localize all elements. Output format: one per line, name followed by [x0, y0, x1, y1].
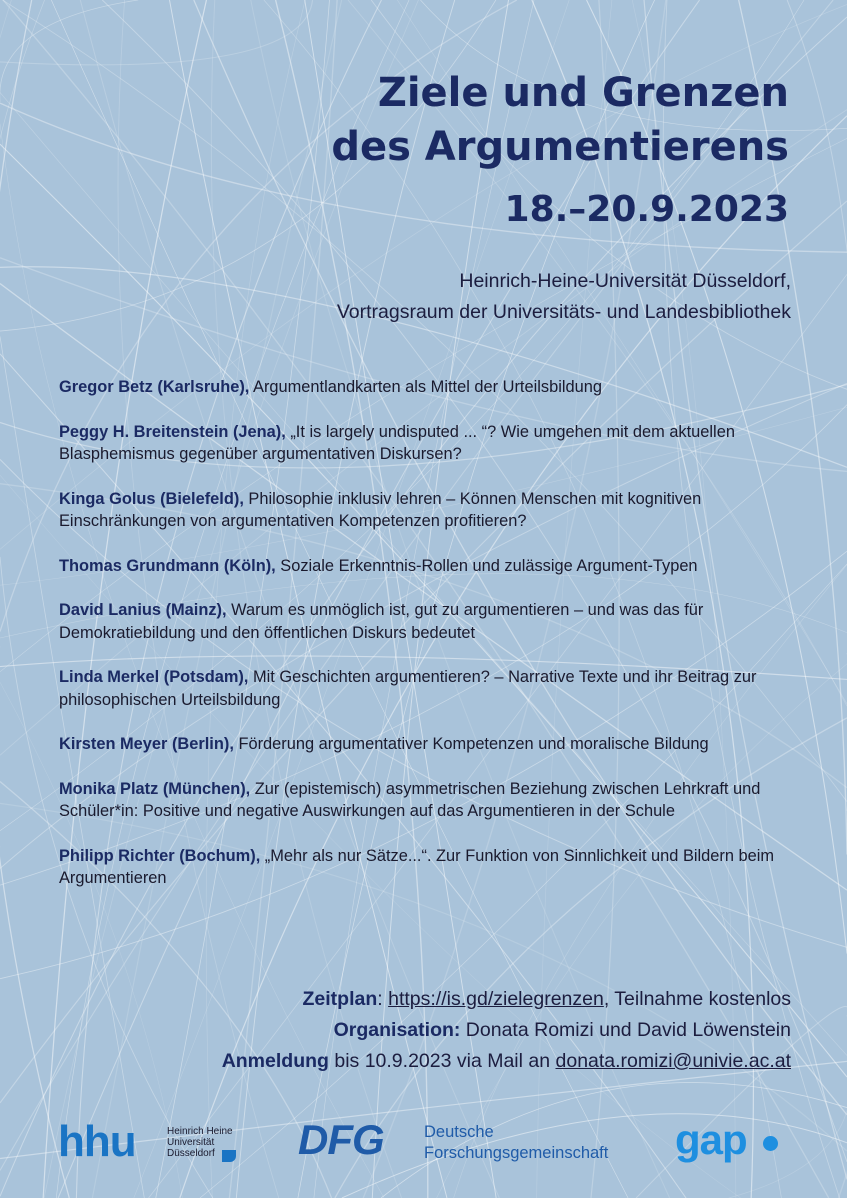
anmeldung-row: [222, 1046, 791, 1077]
talk-title: Soziale Erkenntnis-Rollen und zulässige Argument-Typen: [275, 556, 698, 575]
dfg-logo-subtitle: [424, 1122, 608, 1164]
hhu-sub-line: Düsseldorf: [167, 1148, 215, 1159]
zeitplan-separator: :: [377, 988, 389, 1010]
venue-line-2: Vortragsraum der Universitäts- und Landesbibliothek: [336, 301, 791, 323]
speaker-name: Kirsten Meyer (Berlin),: [59, 735, 234, 753]
organisation-row: [222, 1015, 791, 1046]
anmeldung-text: bis 10.9.2023 via Mail an: [328, 1050, 556, 1072]
footer-info: [222, 984, 791, 1077]
talk-item: [59, 845, 799, 890]
speaker-name: Kinga Golus (Bielefeld),: [59, 489, 244, 508]
title-line-1: Ziele und Grenzen: [377, 70, 789, 116]
zeitplan-row: [222, 984, 791, 1015]
venue-line-1: Heinrich-Heine-Universität Düsseldorf,: [459, 270, 791, 292]
sponsor-logos: [0, 1110, 847, 1180]
talk-item: [59, 599, 799, 644]
organisation-label: Organisation:: [333, 1019, 461, 1041]
talk-title: Warum es unmöglich ist, gut zu argumentieren – und was das für Demokratiebildung und den öffentlichen Diskurs bedeutet: [59, 601, 704, 642]
hhu-logo-mark-icon: [222, 1150, 236, 1162]
dfg-logo: DFG: [298, 1116, 384, 1163]
talk-title: „Mehr als nur Sätze...“. Zur Funktion von Sinnlichkeit und Bildern beim Argumentieren: [59, 846, 775, 887]
talk-title: Philosophie inklusiv lehren – Können Menschen mit kognitiven Einschränkungen von argumentativen Kompetenzen profitieren?: [59, 489, 702, 530]
venue: [337, 266, 791, 328]
talk-title: Förderung argumentativer Kompetenzen und moralische Bildung: [233, 735, 709, 753]
speaker-name: Monika Platz (München),: [59, 779, 251, 798]
zeitplan-note: , Teilnahme kostenlos: [603, 988, 791, 1010]
speaker-name: Linda Merkel (Potsdam),: [59, 668, 249, 686]
speaker-name: Peggy H. Breitenstein (Jena),: [59, 422, 286, 441]
speaker-name: Thomas Grundmann (Köln),: [59, 556, 276, 575]
speaker-name: Gregor Betz (Karlsruhe),: [59, 378, 250, 396]
event-title: [331, 66, 789, 240]
talk-item: [59, 421, 799, 466]
talk-item: [59, 666, 799, 711]
hhu-logo: hhu: [58, 1117, 136, 1166]
talk-item: [59, 778, 799, 823]
talk-item: [59, 733, 799, 756]
dfg-sub-line: Forschungsgemeinschaft: [424, 1144, 609, 1162]
zeitplan-label: Zeitplan: [302, 988, 378, 1010]
gap-logo-dot-icon: [763, 1136, 778, 1151]
gap-logo: gap: [675, 1116, 747, 1163]
title-line-2: des Argumentierens: [331, 124, 789, 170]
talk-list: [59, 376, 799, 912]
hhu-sub-line: Heinrich Heine: [167, 1126, 233, 1137]
talk-title: Argumentlandkarten als Mittel der Urteilsbildung: [249, 378, 602, 396]
talk-title: Mit Geschichten argumentieren? – Narrative Texte und ihr Beitrag zur philosophischen Urteilsbildung: [59, 668, 757, 709]
speaker-name: Philipp Richter (Bochum),: [59, 846, 261, 865]
talk-title: Zur (epistemisch) asymmetrischen Beziehung zwischen Lehrkraft und Schüler*in: Positive und negative Auswirkungen auf das Argumentieren in der Schule: [59, 779, 761, 820]
background-line: [0, 0, 313, 65]
anmeldung-email-link[interactable]: donata.romizi@univie.ac.at: [555, 1050, 791, 1072]
hhu-sub-line: Universität: [167, 1137, 215, 1148]
talk-item: [59, 555, 799, 578]
speaker-name: David Lanius (Mainz),: [59, 601, 227, 619]
talk-title: „It is largely undisputed ... “? Wie umgehen mit dem aktuellen Blasphemismus gegenüber argumentativen Diskursen?: [59, 422, 735, 463]
talk-item: [59, 488, 799, 533]
background-line: [0, 0, 45, 647]
anmeldung-label: Anmeldung: [221, 1050, 329, 1072]
talk-item: [59, 376, 799, 399]
dfg-sub-line: Deutsche: [424, 1123, 494, 1141]
zeitplan-link[interactable]: https://is.gd/zielegrenzen: [388, 988, 604, 1010]
organisation-value: Donata Romizi und David Löwenstein: [460, 1019, 791, 1041]
event-dates: 18.–20.9.2023: [504, 189, 789, 230]
